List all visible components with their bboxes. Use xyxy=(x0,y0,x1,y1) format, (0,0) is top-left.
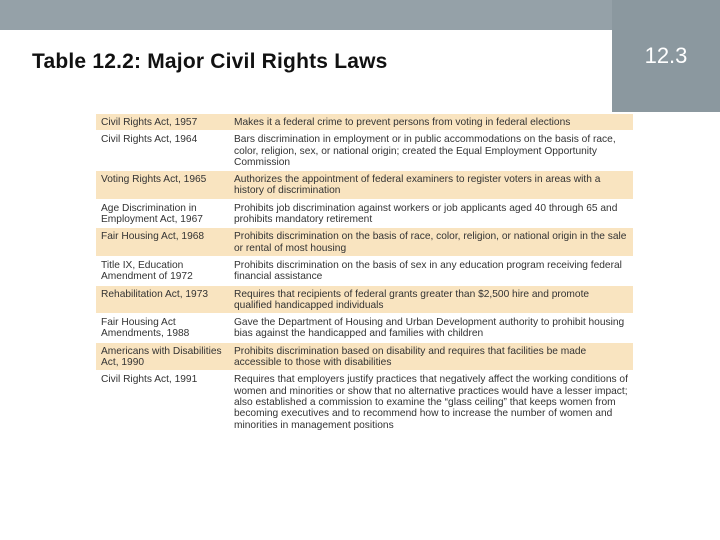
law-description-cell: Authorizes the appointment of federal examiners to register voters in areas with a history of discrimination xyxy=(229,171,633,200)
table-row xyxy=(96,314,633,343)
table-row xyxy=(96,371,633,433)
law-description-cell: Requires that recipients of federal grants greater than $2,500 hire and promote qualified handicapped individuals xyxy=(229,285,633,314)
slide-title: Table 12.2: Major Civil Rights Laws xyxy=(32,50,388,73)
table-row xyxy=(96,114,633,131)
law-description-cell: Prohibits discrimination based on disability and requires that facilities be made accessible to those with disabilities xyxy=(229,342,633,371)
law-name-cell: Americans with Disabilities Act, 1990 xyxy=(96,342,229,371)
law-description-cell: Prohibits discrimination on the basis of sex in any education program receiving federal financial assistance xyxy=(229,256,633,285)
table-row xyxy=(96,256,633,285)
law-name-cell: Civil Rights Act, 1964 xyxy=(96,131,229,171)
law-name-cell: Fair Housing Act Amendments, 1988 xyxy=(96,314,229,343)
law-name-cell: Fair Housing Act, 1968 xyxy=(96,228,229,257)
civil-rights-laws-table xyxy=(96,114,633,434)
table-row xyxy=(96,342,633,371)
law-name-cell: Voting Rights Act, 1965 xyxy=(96,171,229,200)
table-row xyxy=(96,285,633,314)
law-name-cell: Rehabilitation Act, 1973 xyxy=(96,285,229,314)
slide-number: 12.3 xyxy=(612,0,720,112)
law-name-cell: Title IX, Education Amendment of 1972 xyxy=(96,256,229,285)
table-row xyxy=(96,228,633,257)
law-description-cell: Makes it a federal crime to prevent persons from voting in federal elections xyxy=(229,114,633,131)
law-name-cell: Civil Rights Act, 1957 xyxy=(96,114,229,131)
table-body xyxy=(96,114,633,433)
law-description-cell: Bars discrimination in employment or in public accommodations on the basis of race, color, religion, sex, or national origin; created the Equal Employment Opportunity Commission xyxy=(229,131,633,171)
table-row xyxy=(96,199,633,228)
table-row xyxy=(96,131,633,171)
law-description-cell: Prohibits discrimination on the basis of race, color, religion, or national origin in the sale or rental of most housing xyxy=(229,228,633,257)
law-description-cell: Requires that employers justify practices that negatively affect the working conditions of women and minorities or show that no alternative practices would have a lesser impact; also established a commission to examine the “glass ceiling” that keeps women from becoming executives and to recommend how to increase the number of women and minorities in management positions xyxy=(229,371,633,433)
law-description-cell: Gave the Department of Housing and Urban Development authority to prohibit housing bias against the handicapped and families with children xyxy=(229,314,633,343)
law-name-cell: Civil Rights Act, 1991 xyxy=(96,371,229,433)
table-row xyxy=(96,171,633,200)
law-description-cell: Prohibits job discrimination against workers or job applicants aged 40 through 65 and prohibits mandatory retirement xyxy=(229,199,633,228)
law-name-cell: Age Discrimination in Employment Act, 1967 xyxy=(96,199,229,228)
